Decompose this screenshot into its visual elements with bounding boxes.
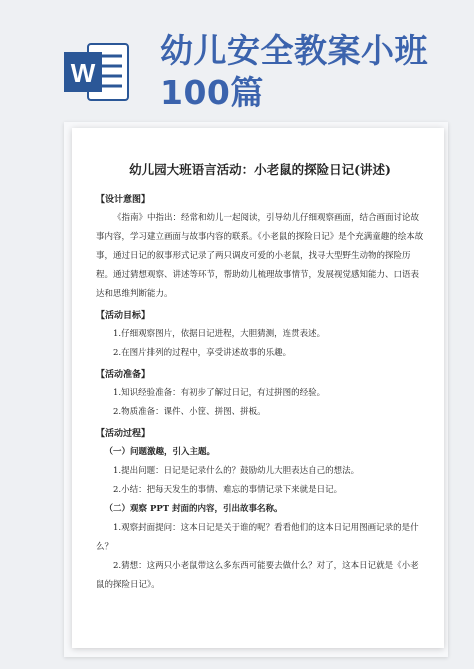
document-body bbox=[96, 154, 424, 595]
section-heading-process: 【活动过程】 bbox=[96, 429, 151, 439]
prep-item: 2.物质准备：课件、小筐、拼图、拼板。 bbox=[113, 407, 266, 417]
process-step-2-paragraph: 2.猜想：这两只小老鼠带这么多东西可能要去做什么？对了，这本日记就是《小老鼠的探险日记》。 bbox=[96, 561, 419, 590]
banner bbox=[0, 0, 474, 130]
goal-item: 2.在图片排列的过程中，享受讲述故事的乐趣。 bbox=[113, 348, 292, 358]
process-step-2-paragraph: 1.观察封面提问：这本日记是关于谁的呢？看看他们的这本日记用图画记录的是什么？ bbox=[96, 523, 419, 552]
design-intent-text: 《指南》中指出：经常和幼儿一起阅读，引导幼儿仔细观察画面，结合画面讨论故事内容，学习建立画面与故事内容的联系。《小老鼠的探险日记》是个充满童趣的绘本故事，通过日记的叙事形式记录了两只调皮可爱的小老鼠，找寻大型野生动物的探险历程。通过猜想观察、讲述等环节，帮助幼儿梳理故事情节，发展视觉感知能力、口语表达和思维判断能力。 bbox=[96, 213, 424, 299]
goal-item: 1.仔细观察图片，依据日记进程，大胆猜测，连贯表述。 bbox=[113, 329, 326, 339]
process-step-2-title: （二）观察 PPT 封面的内容，引出故事名称。 bbox=[104, 504, 283, 514]
section-heading-goals: 【活动目标】 bbox=[96, 311, 151, 321]
word-icon-letter: W bbox=[70, 58, 96, 88]
prep-item: 1.知识经验准备：有初步了解过日记，有过拼图的经验。 bbox=[113, 388, 326, 398]
section-heading-design: 【设计意图】 bbox=[96, 195, 151, 205]
process-step-1-item: 1.提出问题：日记是记录什么的？鼓励幼儿大胆表达自己的想法。 bbox=[113, 466, 360, 476]
document-page bbox=[72, 128, 444, 648]
section-heading-prep: 【活动准备】 bbox=[96, 370, 151, 380]
word-document-icon bbox=[62, 40, 132, 104]
document-title: 幼儿园大班语言活动：小老鼠的探险日记(讲述) bbox=[129, 162, 391, 177]
process-step-1-item: 2.小结：把每天发生的事情、难忘的事情记录下来就是日记。 bbox=[113, 485, 343, 495]
banner-title: 幼儿安全教案小班100篇 bbox=[160, 31, 428, 112]
process-step-1-title: （一）问题激趣，引入主题。 bbox=[104, 447, 216, 457]
